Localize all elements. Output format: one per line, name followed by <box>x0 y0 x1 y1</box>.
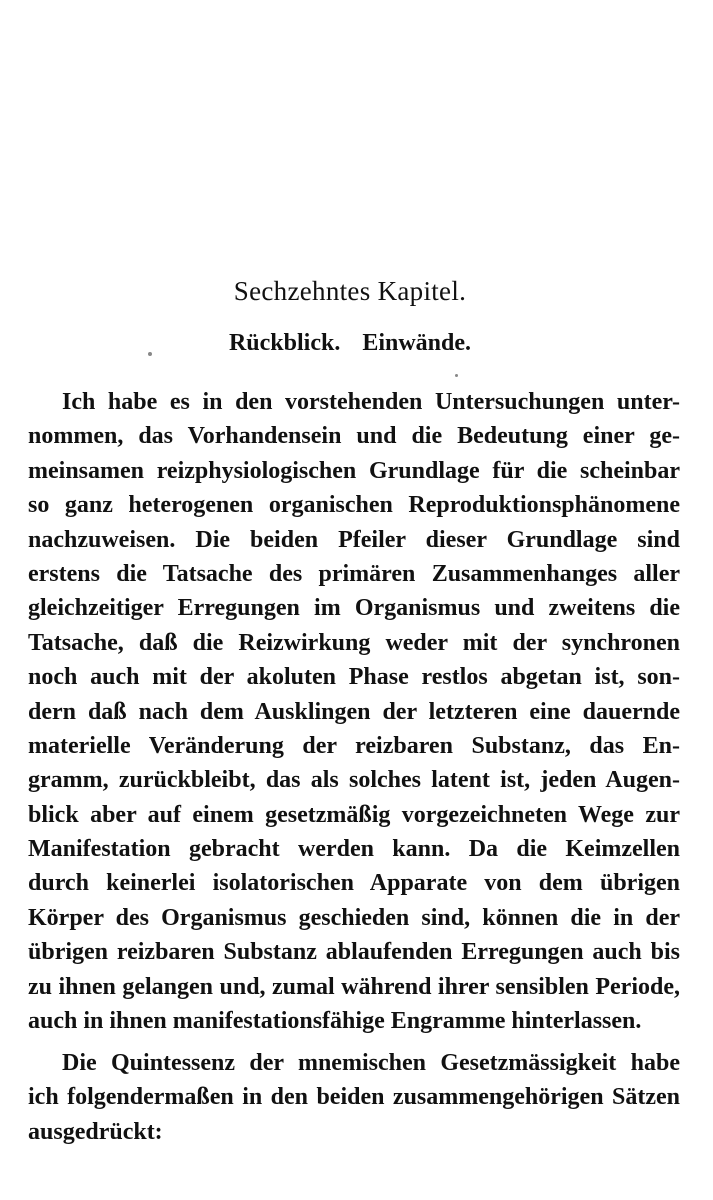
text-line: zu ihnen gelangen und, zumal während ihrer sensiblen Periode, <box>28 973 680 1000</box>
text-line: auch in ihnen manifestationsfähige Engramme hinterlassen. <box>28 1008 642 1035</box>
text-line: Manifestation gebracht werden kann. Da die Keimzellen <box>28 836 680 863</box>
paragraph-1 <box>28 385 680 1038</box>
text-line: noch auch mit der akoluten Phase restlos abgetan ist, son- <box>28 664 680 691</box>
text-line: durch keinerlei isolatorischen Apparate von dem übrigen <box>28 870 680 897</box>
text-line: ich folgendermaßen in den beiden zusammengehörigen Sätzen <box>28 1084 680 1111</box>
text-line: übrigen reizbaren Substanz ablaufenden Erregungen auch bis <box>28 939 680 966</box>
text-line: nommen, das Vorhandensein und die Bedeutung einer ge- <box>28 423 680 450</box>
text-line: Körper des Organismus geschieden sind, können die in der <box>28 904 680 931</box>
text-line: ausgedrückt: <box>28 1118 163 1145</box>
section-title-part-1: Rückblick. <box>228 330 341 356</box>
text-line: Die Quintessenz der mnemischen Gesetzmässigkeit habe <box>62 1050 680 1076</box>
text-line: Ich habe es in den vorstehenden Untersuchungen unter- <box>62 389 680 415</box>
text-line: erstens die Tatsache des primären Zusammenhanges aller <box>28 560 680 587</box>
text-line: materielle Veränderung der reizbaren Substanz, das En- <box>28 732 680 759</box>
text-line: gleichzeitiger Erregungen im Organismus und zweitens die <box>28 595 680 622</box>
text-line: dern daß nach dem Ausklingen der letzteren eine dauernde <box>28 698 680 725</box>
text-line: meinsamen reizphysiologischen Grundlage für die scheinbar <box>28 457 680 484</box>
text-line: so ganz heterogenen organischen Reproduktionsphänomene <box>28 492 680 519</box>
chapter-title: Sechzehntes Kapitel. <box>233 276 467 306</box>
paragraph-2 <box>28 1046 680 1149</box>
print-speck <box>455 374 458 377</box>
text-line: gramm, zurückbleibt, das als solches latent ist, jeden Augen- <box>28 767 680 794</box>
text-line: Tatsache, daß die Reizwirkung weder mit der synchronen <box>28 629 680 656</box>
print-speck <box>148 352 152 356</box>
section-title-part-2: Einwände. <box>362 330 472 356</box>
text-line: blick aber auf einem gesetzmäßig vorgezeichneten Wege zur <box>28 801 680 828</box>
text-line: nachzuweisen. Die beiden Pfeiler dieser Grundlage sind <box>28 526 680 553</box>
section-title <box>0 330 700 357</box>
